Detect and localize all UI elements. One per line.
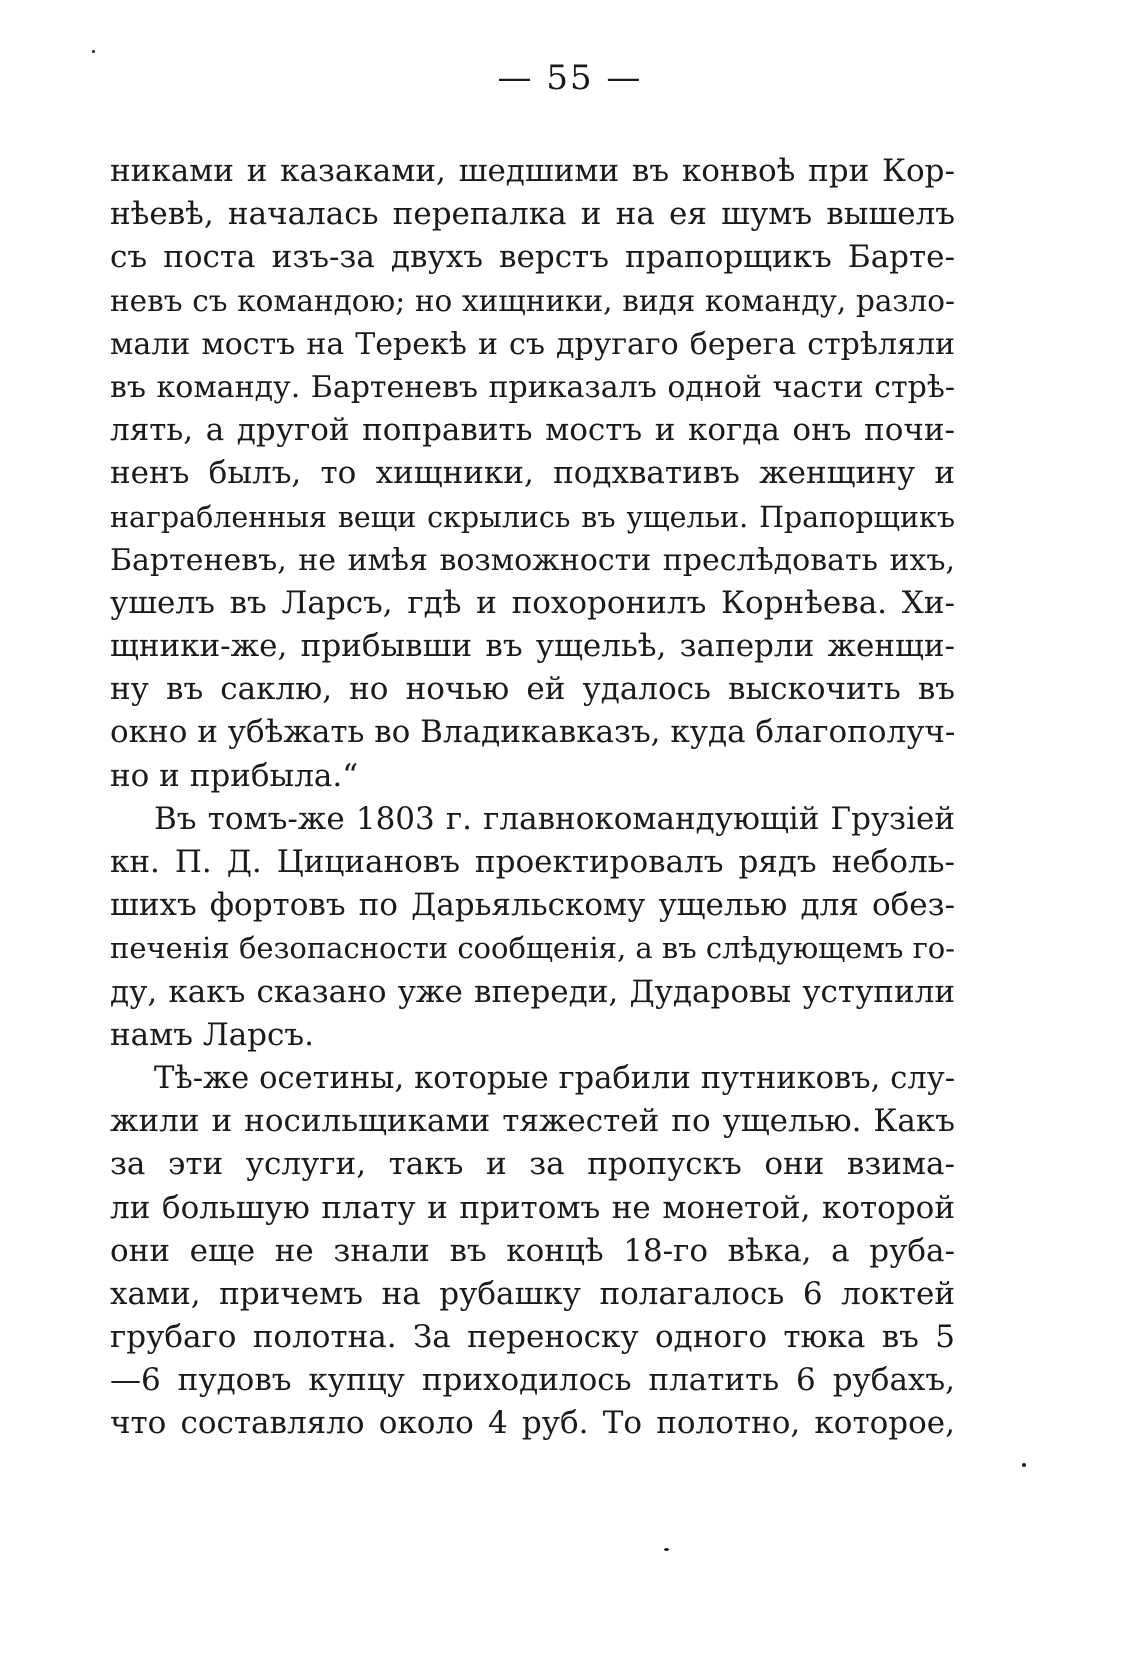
text-line: шихъ фортовъ по Дарьяльскому ущелью для обез- <box>110 887 955 924</box>
text-line: съ поста изъ-за двухъ верстъ прапорщикъ Барте- <box>110 239 955 276</box>
text-line: ушелъ въ Ларсъ, гдѣ и похоронилъ Корнѣева. Хи- <box>110 584 955 621</box>
scan-speck <box>664 1548 669 1551</box>
text-line: въ команду. Бартеневъ приказалъ одной части стрѣ- <box>110 369 955 405</box>
paragraph <box>110 150 955 798</box>
text-line: невъ съ командою; но хищники, видя команду, разло- <box>110 283 955 318</box>
text-line: за эти услуги, такъ и за пропускъ они взима- <box>110 1146 955 1183</box>
text-line: —6 пудовъ купцу приходилось платить 6 рубахъ, <box>110 1362 955 1399</box>
text-line: что составляло около 4 руб. То полотно, которое, <box>110 1405 955 1442</box>
paragraph <box>110 798 955 1057</box>
text-line: печенія безопасности сообщенія, а въ слѣдующемъ го- <box>110 931 956 966</box>
text-line: кн. П. Д. Цициановъ проектировалъ рядъ неболь- <box>110 844 955 880</box>
text-line: грубаго полотна. За переноску одного тюка въ 5 <box>110 1319 955 1356</box>
scan-speck <box>92 50 95 53</box>
text-line: хами, причемъ на рубашку полагалось 6 локтей <box>110 1275 955 1312</box>
text-line: лять, а другой поправить мостъ и когда онъ почи- <box>110 412 955 449</box>
text-line: окно и убѣжать во Владикавказъ, куда благополуч- <box>110 714 956 751</box>
text-line: они еще не знали въ концѣ 18-го вѣка, а руба- <box>110 1232 955 1269</box>
text-line: никами и казаками, шедшими въ конвоѣ при Кор- <box>110 153 955 189</box>
text-line: Въ томъ-же 1803 г. главнокомандующій Грузіей <box>154 800 955 837</box>
text-line: Тѣ-же осетины, которые грабили путниковъ, слу- <box>154 1060 955 1096</box>
text-line: ли большую плату и притомъ не монетой, которой <box>110 1189 955 1226</box>
text-line: щники-же, прибывши въ ущельѣ, заперли женщи- <box>110 628 955 665</box>
text-line: ну въ саклю, но ночью ей удалось выскочить въ <box>110 671 955 708</box>
paragraph <box>110 1057 955 1446</box>
text-line: намъ Ларсъ. <box>110 1016 314 1053</box>
text-line: мали мостъ на Терекѣ и съ другаго берега стрѣляли <box>110 326 955 362</box>
text-line: ненъ былъ, то хищники, подхвативъ женщину и <box>110 455 955 492</box>
text-line: Бартеневъ, не имѣя возможности преслѣдовать ихъ, <box>110 542 955 578</box>
text-line: ду, какъ сказано уже впереди, Дударовы уступили <box>110 973 955 1010</box>
text-line: жили и носильщиками тяжестей по ущелью. Какъ <box>110 1103 955 1140</box>
text-line: но и прибыла.“ <box>110 757 359 794</box>
text-line: нѣевѣ, началась перепалка и на ея шумъ вышелъ <box>110 196 955 233</box>
text-body <box>110 150 955 1446</box>
page-number: — 55 — <box>497 58 643 98</box>
text-line: награбленныя вещи скрылись въ ущельи. Прапорщикъ <box>110 500 955 534</box>
scan-speck <box>1022 1463 1026 1467</box>
